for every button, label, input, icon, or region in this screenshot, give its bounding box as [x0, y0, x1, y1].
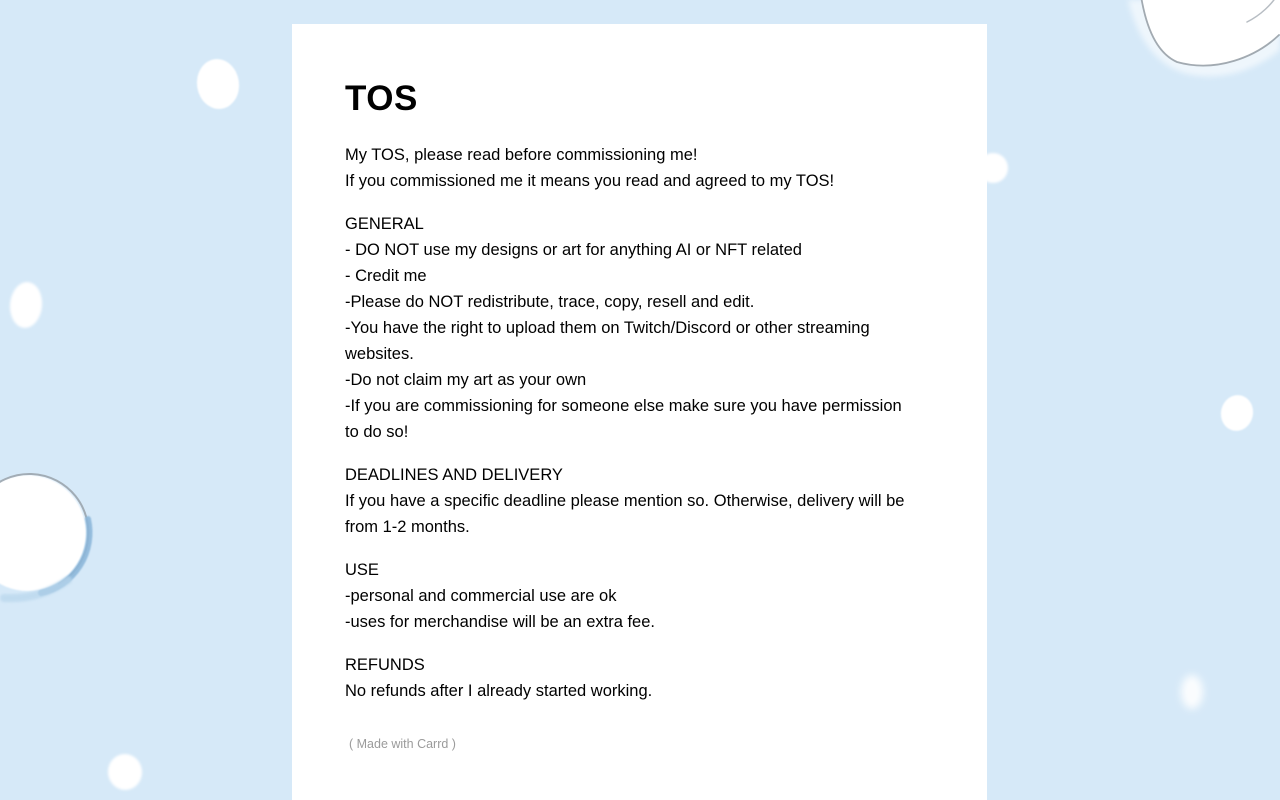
text-line: from 1-2 months. — [345, 518, 470, 536]
text-line: to do so! — [345, 423, 409, 441]
text-line: If you commissioned me it means you read and agreed to my TOS! — [345, 172, 835, 190]
text-line: -Do not claim my art as your own — [345, 371, 587, 389]
text-line: -You have the right to upload them on Twitch/Discord or other streaming — [345, 319, 870, 337]
dot-right-soft — [1181, 675, 1203, 709]
page-title: TOS — [345, 79, 418, 118]
content-card — [292, 24, 987, 800]
text-line: -Please do NOT redistribute, trace, copy, resell and edit. — [345, 293, 755, 311]
text-line: -personal and commercial use are ok — [345, 587, 617, 605]
section-title: GENERAL — [345, 215, 424, 233]
section-general — [345, 211, 934, 445]
text-line: -If you are commissioning for someone else make sure you have permission — [345, 397, 902, 415]
text-line: No refunds after I already started working. — [345, 682, 653, 700]
intro-paragraph — [345, 142, 934, 194]
text-line: - Credit me — [345, 267, 427, 285]
section-deadlines — [345, 462, 934, 540]
text-line: -uses for merchandise will be an extra fee. — [345, 613, 655, 631]
section-title: DEADLINES AND DELIVERY — [345, 466, 563, 484]
section-title: USE — [345, 561, 379, 579]
text-line: websites. — [345, 345, 414, 363]
section-use — [345, 557, 934, 635]
text-line: My TOS, please read before commissioning me! — [345, 146, 698, 164]
section-title: REFUNDS — [345, 656, 425, 674]
text-line: - DO NOT use my designs or art for anything AI or NFT related — [345, 241, 802, 259]
text-line: If you have a specific deadline please mention so. Otherwise, delivery will be — [345, 492, 905, 510]
made-with-carrd-link[interactable]: ( Made with Carrd ) — [349, 737, 456, 751]
section-refunds — [345, 652, 934, 704]
